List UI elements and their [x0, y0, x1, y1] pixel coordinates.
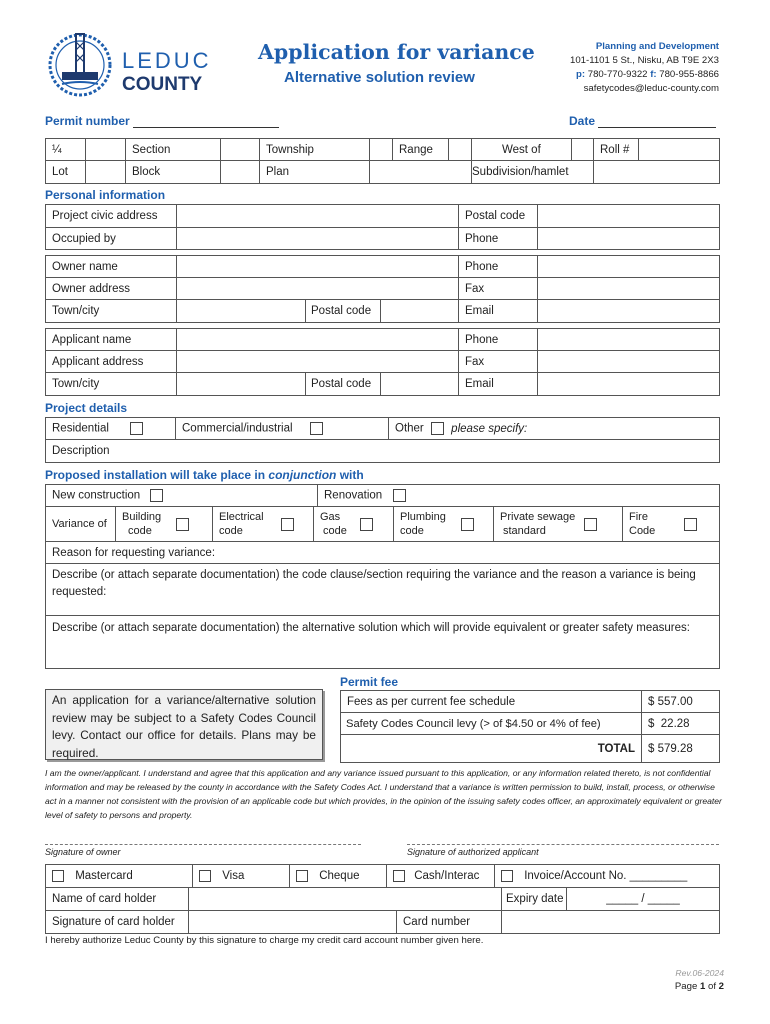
- commercial-label: Commercial/industrial: [182, 422, 293, 435]
- renovation-label: Renovation: [324, 489, 383, 502]
- owner-address-input[interactable]: [177, 278, 459, 300]
- owner-signature-line[interactable]: [45, 844, 361, 845]
- page-number: 1: [699, 981, 706, 992]
- variance-of-table: [45, 506, 720, 542]
- page-prefix: Page: [674, 981, 700, 992]
- project-address-table: [45, 204, 720, 250]
- authorize-text: I hereby authorize Leduc County by this signature to charge my credit card account number given here.: [45, 935, 484, 946]
- applicant-name-input[interactable]: [177, 329, 459, 351]
- dept-name: Planning and Development: [595, 41, 719, 52]
- sewage-standard-checkbox[interactable]: [584, 518, 597, 531]
- new-construction-checkbox[interactable]: [150, 489, 163, 502]
- applicant-town-label: Town/city: [46, 373, 177, 396]
- project-details-heading: Project details: [45, 401, 128, 415]
- residential-option[interactable]: [46, 418, 176, 440]
- applicant-address-label: Applicant address: [46, 351, 177, 373]
- describe-alt-field[interactable]: [46, 616, 720, 669]
- owner-fax-input[interactable]: [538, 278, 720, 300]
- cash-label: Cash/Interac: [414, 870, 480, 883]
- total-label: TOTAL: [341, 735, 642, 763]
- township-input[interactable]: [370, 139, 393, 161]
- cheque-checkbox[interactable]: [296, 870, 308, 882]
- owner-phone-input[interactable]: [538, 256, 720, 278]
- section-label: Section: [126, 139, 221, 161]
- owner-email-input[interactable]: [538, 300, 720, 323]
- plumbing-code-label-1: Plumbing: [400, 511, 446, 523]
- new-construction-option[interactable]: [46, 485, 318, 507]
- contact-phones: [570, 68, 719, 82]
- card-holder-label: Name of card holder: [46, 888, 189, 911]
- card-signature-input[interactable]: [189, 911, 397, 934]
- sewage-standard-option[interactable]: [494, 507, 623, 542]
- block-label: Block: [126, 161, 221, 184]
- mastercard-label: Mastercard: [75, 870, 133, 883]
- building-code-label-1: Building: [122, 511, 162, 523]
- west-of-input[interactable]: [572, 139, 594, 161]
- gas-code-label-1: Gas: [320, 511, 341, 523]
- installation-heading: [45, 468, 364, 482]
- west-of-label: West of: [472, 139, 572, 161]
- reason-table: [45, 541, 720, 669]
- please-specify-label: please specify:: [451, 422, 528, 435]
- card-details-table: [45, 887, 720, 934]
- applicant-email-label: Email: [459, 373, 538, 396]
- date-field[interactable]: [569, 114, 716, 128]
- sewage-label-2: standard: [503, 525, 546, 537]
- occupant-phone-input[interactable]: [538, 228, 720, 250]
- owner-email-label: Email: [459, 300, 538, 323]
- fire-code-label-1: Fire: [629, 511, 648, 523]
- description-field[interactable]: [46, 440, 720, 463]
- permit-number-field[interactable]: [45, 114, 279, 128]
- page-mid: of: [705, 981, 719, 992]
- applicant-address-input[interactable]: [177, 351, 459, 373]
- personal-info-heading: Personal information: [45, 188, 166, 202]
- variance-of-label: Variance of: [46, 507, 116, 542]
- quarter-input[interactable]: [86, 139, 126, 161]
- permit-fee-heading: Permit fee: [340, 675, 399, 689]
- project-postal-code-label: Postal code: [459, 205, 538, 228]
- page-subtitle: Alternative solution review: [284, 69, 475, 86]
- block-input[interactable]: [221, 161, 260, 184]
- project-civic-address-label: Project civic address: [46, 205, 177, 228]
- construction-type-table: [45, 484, 720, 507]
- total-amount: $ 579.28: [642, 735, 720, 763]
- phone-number: 780-770-9322: [587, 69, 648, 80]
- electrical-code-checkbox[interactable]: [281, 518, 294, 531]
- card-number-label: Card number: [397, 911, 502, 934]
- contact-address: 101-1101 5 St., Nisku, AB T9E 2X3: [570, 55, 719, 66]
- applicant-fax-input[interactable]: [538, 351, 720, 373]
- owner-table: [45, 255, 720, 323]
- range-input[interactable]: [449, 139, 472, 161]
- cheque-option[interactable]: [290, 865, 387, 888]
- applicant-signature-label: Signature of authorized applicant: [407, 847, 539, 857]
- applicant-signature-line[interactable]: [407, 844, 719, 845]
- permit-number-label: Permit number: [45, 114, 130, 128]
- subdivision-input[interactable]: [594, 161, 720, 184]
- owner-postal-code-input[interactable]: [381, 300, 459, 323]
- plumbing-code-label-2: code: [400, 525, 424, 537]
- applicant-town-input[interactable]: [177, 373, 306, 396]
- fee-schedule-amount: $ 557.00: [642, 691, 720, 713]
- other-option[interactable]: [389, 418, 720, 440]
- section-input[interactable]: [221, 139, 260, 161]
- installation-heading-suffix: with: [336, 468, 364, 482]
- installation-heading-prefix: Proposed installation will take place in: [45, 468, 269, 482]
- applicant-postal-code-label: Postal code: [306, 373, 381, 396]
- owner-fax-label: Fax: [459, 278, 538, 300]
- applicant-table: [45, 328, 720, 396]
- gas-code-option[interactable]: [314, 507, 394, 542]
- commercial-option[interactable]: [176, 418, 389, 440]
- cash-option[interactable]: [387, 865, 495, 888]
- electrical-code-option[interactable]: [213, 507, 314, 542]
- invoice-label: Invoice/Account No. _________: [524, 870, 688, 883]
- plan-input[interactable]: [370, 161, 472, 184]
- applicant-phone-label: Phone: [459, 329, 538, 351]
- range-label: Range: [393, 139, 449, 161]
- owner-address-label: Owner address: [46, 278, 177, 300]
- fire-code-option[interactable]: [623, 507, 720, 542]
- owner-phone-label: Phone: [459, 256, 538, 278]
- describe-clause-field[interactable]: [46, 564, 720, 616]
- project-details-table: [45, 417, 720, 463]
- owner-postal-code-label: Postal code: [306, 300, 381, 323]
- lot-label: Lot: [46, 161, 86, 184]
- logo: [48, 22, 212, 108]
- plumbing-code-option[interactable]: [394, 507, 494, 542]
- card-number-input[interactable]: [502, 911, 720, 934]
- contact-block: [570, 40, 719, 96]
- fax-label: f:: [650, 69, 657, 80]
- fee-schedule-label: Fees as per current fee schedule: [341, 691, 642, 713]
- permit-fee-table: [340, 690, 720, 763]
- phone-label: p:: [576, 69, 586, 80]
- owner-signature-label: Signature of owner: [45, 847, 121, 857]
- fire-code-label-2: Code: [629, 525, 656, 537]
- date-input[interactable]: [598, 116, 716, 128]
- project-postal-code-input[interactable]: [538, 205, 720, 228]
- describe-clause-label: Describe (or attach separate documentation) the code clause/section requiring the variance and the reason a variance is being requested:: [52, 569, 696, 598]
- subdivision-label: Subdivision/hamlet: [472, 161, 594, 184]
- gas-code-label-2: code: [323, 525, 347, 537]
- electrical-code-label-1: Electrical: [219, 511, 264, 523]
- fire-code-checkbox[interactable]: [684, 518, 697, 531]
- logo-text-county: COUNTY: [122, 74, 203, 95]
- occupant-phone-label: Phone: [459, 228, 538, 250]
- occupied-by-input[interactable]: [177, 228, 459, 250]
- fee-notice-text: An application for a variance/alternative solution review may be subject to a Safety Codes Council levy. Contact our office for details. Plans may be required.: [52, 693, 316, 760]
- revision-label: Rev.06-2024: [675, 968, 724, 978]
- page-indicator: [675, 981, 724, 992]
- page-total: 2: [718, 981, 724, 992]
- invoice-option[interactable]: [495, 865, 720, 888]
- quarter-label: ¼: [46, 139, 86, 161]
- applicant-postal-code-input[interactable]: [381, 373, 459, 396]
- roll-input[interactable]: [639, 139, 720, 161]
- applicant-name-label: Applicant name: [46, 329, 177, 351]
- contact-email: safetycodes@leduc-county.com: [583, 83, 719, 94]
- date-label: Date: [569, 114, 596, 128]
- installation-heading-em: conjunction: [268, 468, 337, 482]
- occupied-by-label: Occupied by: [46, 228, 177, 250]
- sewage-label-1: Private sewage: [500, 511, 576, 523]
- reason-label: Reason for requesting variance:: [46, 542, 720, 564]
- levy-label: Safety Codes Council levy (> of $4.50 or 4% of fee): [341, 713, 642, 735]
- owner-name-label: Owner name: [46, 256, 177, 278]
- describe-alt-label: Describe (or attach separate documentation) the alternative solution which will provide equivalent or greater safety measures:: [52, 622, 690, 634]
- levy-amount: $ 22.28: [642, 713, 720, 735]
- new-construction-label: New construction: [52, 489, 141, 502]
- gas-code-checkbox[interactable]: [360, 518, 373, 531]
- visa-option[interactable]: [193, 865, 290, 888]
- owner-town-label: Town/city: [46, 300, 177, 323]
- building-code-label-2: code: [128, 525, 152, 537]
- other-label: Other: [395, 422, 424, 435]
- cheque-label: Cheque: [319, 870, 360, 883]
- expiry-input[interactable]: _____ / _____: [567, 888, 720, 911]
- land-description-table: [45, 138, 720, 184]
- plan-label: Plan: [260, 161, 370, 184]
- applicant-fax-label: Fax: [459, 351, 538, 373]
- applicant-phone-input[interactable]: [538, 329, 720, 351]
- roll-label: Roll #: [594, 139, 639, 161]
- fax-number: 780-955-8866: [659, 69, 719, 80]
- card-signature-label: Signature of card holder: [46, 911, 189, 934]
- electrical-code-label-2: code: [219, 525, 243, 537]
- renovation-option[interactable]: [318, 485, 720, 507]
- page-title: Application for variance: [258, 40, 535, 64]
- plumbing-code-checkbox[interactable]: [461, 518, 474, 531]
- project-civic-address-input[interactable]: [177, 205, 459, 228]
- mastercard-option[interactable]: [46, 865, 193, 888]
- card-holder-input[interactable]: [189, 888, 502, 911]
- invoice-checkbox[interactable]: [501, 870, 513, 882]
- fee-notice: [45, 689, 323, 760]
- commercial-checkbox[interactable]: [310, 422, 323, 435]
- payment-method-table: [45, 864, 720, 888]
- owner-name-input[interactable]: [177, 256, 459, 278]
- residential-checkbox[interactable]: [130, 422, 143, 435]
- cash-checkbox[interactable]: [393, 870, 405, 882]
- visa-checkbox[interactable]: [199, 870, 211, 882]
- owner-town-input[interactable]: [177, 300, 306, 323]
- residential-label: Residential: [52, 422, 109, 435]
- visa-label: Visa: [222, 870, 245, 883]
- township-label: Township: [260, 139, 370, 161]
- description-label: Description: [52, 445, 110, 457]
- lot-input[interactable]: [86, 161, 126, 184]
- logo-text-leduc: LEDUC: [122, 48, 212, 73]
- mastercard-checkbox[interactable]: [52, 870, 64, 882]
- renovation-checkbox[interactable]: [393, 489, 406, 502]
- building-code-checkbox[interactable]: [176, 518, 189, 531]
- declaration-text: I am the owner/applicant. I understand and agree that this application and any variance issued pursuant to this application, or any information related thereto, is not confidential information and may be released by the county in accordance with the Safety Codes Act. I understand that a variance is written permission to build, install, process, or otherwise act in a manner not consistent with the provision of an applicable code but which provides, in the opinion of the issuing safety codes officer, an approximately equivalent or greater level of safety to persons and property.: [45, 768, 722, 820]
- expiry-label: Expiry date: [502, 888, 567, 911]
- building-code-option[interactable]: [116, 507, 213, 542]
- applicant-email-input[interactable]: [538, 373, 720, 396]
- permit-number-input[interactable]: [133, 116, 279, 128]
- other-checkbox[interactable]: [431, 422, 444, 435]
